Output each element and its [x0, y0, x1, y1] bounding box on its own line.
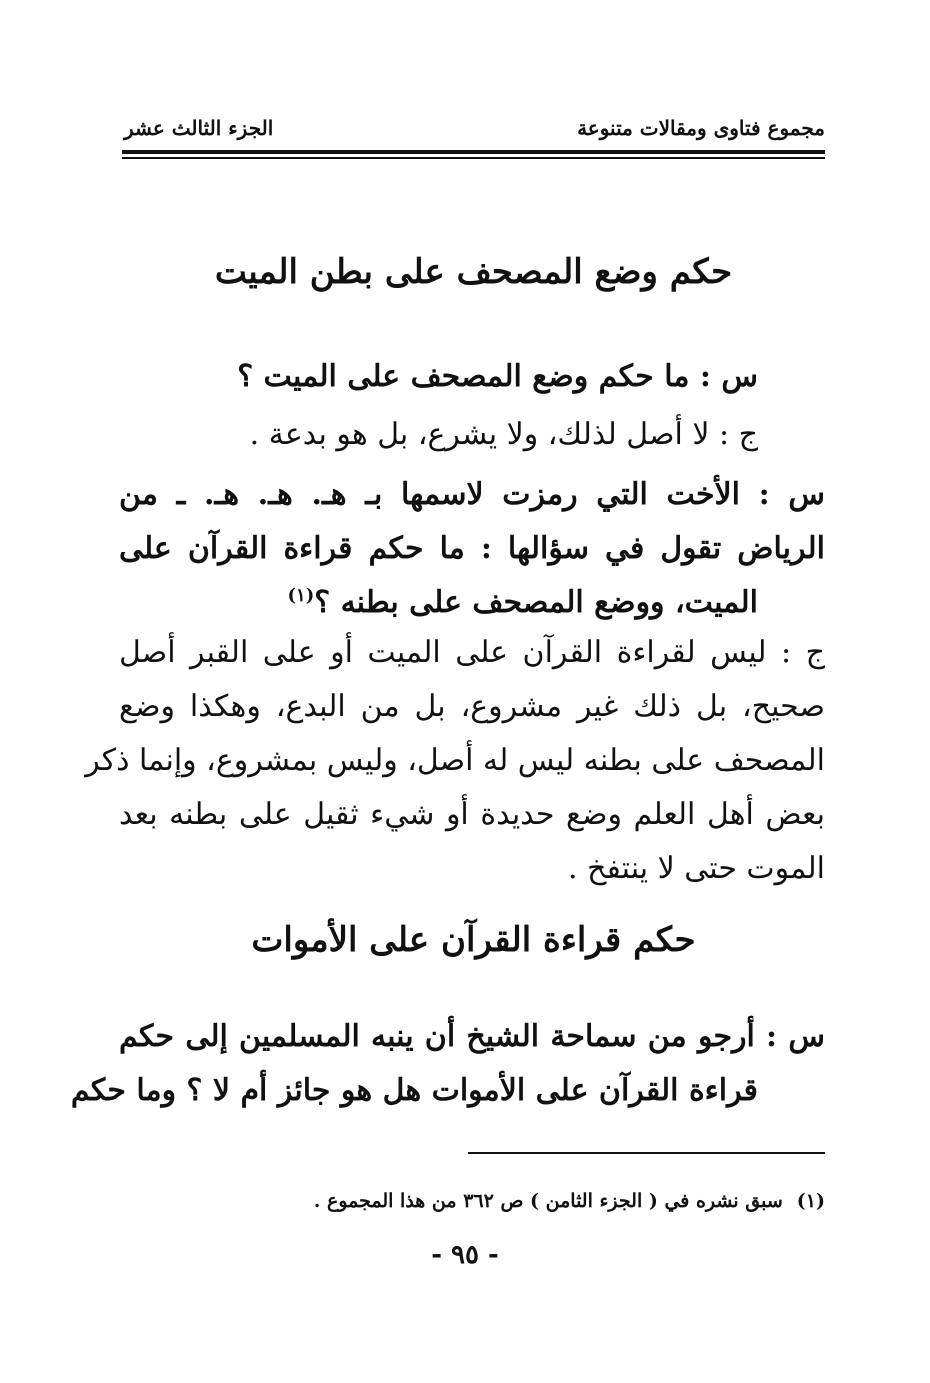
text-line: الموت حتى لا ينتفخ .	[568, 851, 825, 886]
answer-paragraph	[119, 626, 825, 680]
header-rule-thick	[122, 150, 825, 154]
text-line: س : ما حكم وضع المصحف على الميت ؟	[237, 359, 758, 394]
page-number: - ٩٥ -	[431, 1240, 499, 1270]
answer-paragraph-continued	[85, 680, 825, 896]
footnote-separator	[468, 1152, 825, 1154]
text-line: س : أرجو من سماحة الشيخ أن ينبه المسلمين إلى حكم	[119, 1019, 825, 1054]
text-line: ج : لا أصل لذلك، ولا يشرع، بل هو بدعة .	[249, 417, 758, 452]
text-line: الرياض تقول في سؤالها : ما حكم قراءة القرآن على	[119, 531, 825, 566]
running-header	[122, 112, 825, 148]
answer-paragraph	[250, 408, 758, 462]
question-paragraph-continued	[70, 1064, 758, 1118]
text-line: بعض أهل العلم وضع حديدة أو شيء ثقيل على بطنه بعد	[119, 797, 825, 832]
text-line: صحيح، بل ذلك غير مشروع، بل من البدع، وهكذا وضع	[119, 689, 825, 724]
section-heading: حكم وضع المصحف على بطن الميت	[214, 252, 733, 292]
footnote	[314, 1190, 825, 1212]
text-line: قراءة القرآن على الأموات هل هو جائز أم لا ؟ وما حكم	[70, 1073, 758, 1108]
question-paragraph	[237, 350, 758, 404]
section-heading: حكم قراءة القرآن على الأموات	[251, 920, 696, 960]
text-line: س : الأخت التي رمزت لاسمها بـ هـ. هـ. هـ. ـ من	[119, 477, 825, 512]
book-title: مجموع فتاوى ومقالات متنوعة	[577, 116, 825, 140]
header-rule-thin	[122, 157, 825, 159]
text-line	[119, 576, 758, 630]
text-span: الميت، ووضع المصحف على بطنه ؟	[314, 585, 758, 620]
text-line: المصحف على بطنه ليس له أصل، وليس بمشروع، وإنما ذكر	[85, 743, 825, 778]
footnote-reference: (١)	[287, 585, 315, 606]
volume-title: الجزء الثالث عشر	[124, 116, 274, 140]
text-line: ج : ليس لقراءة القرآن على الميت أو على القبر أصل	[119, 635, 825, 670]
footnote-number: (١)	[796, 1190, 825, 1212]
footnote-text: سبق نشره في ( الجزء الثامن ) ص ٣٦٢ من هذا المجموع .	[313, 1190, 783, 1212]
question-paragraph	[119, 1010, 825, 1064]
question-paragraph	[119, 468, 825, 630]
